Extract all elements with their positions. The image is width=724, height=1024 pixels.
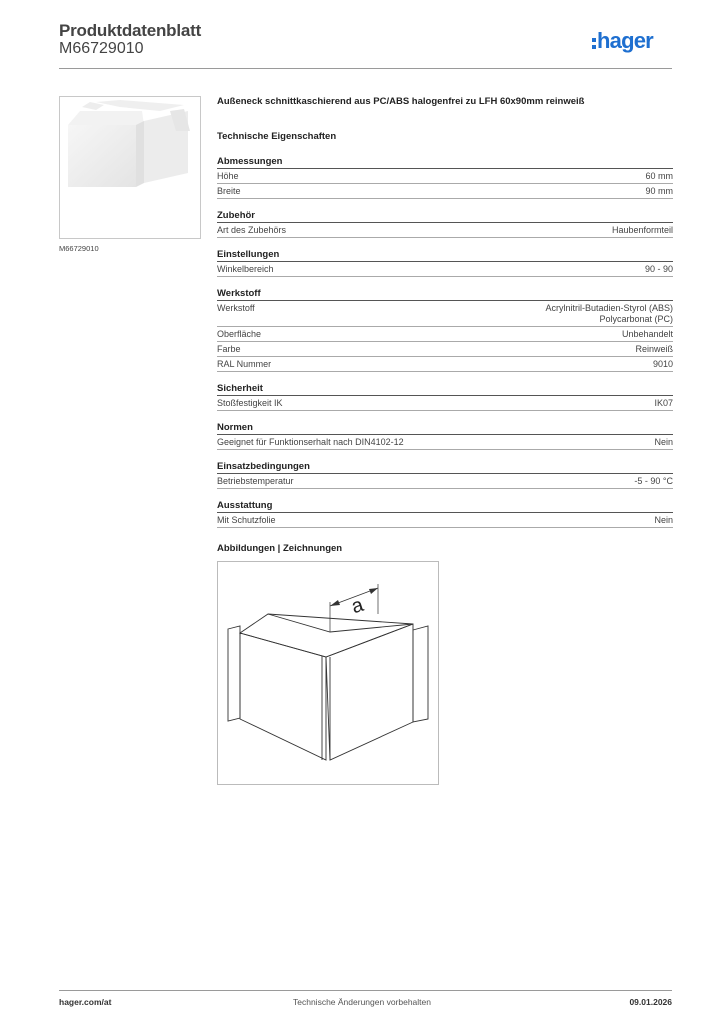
property-value: 90 mm bbox=[645, 186, 673, 196]
property-value: Reinweiß bbox=[635, 344, 673, 354]
product-title: Außeneck schnittkaschierend aus PC/ABS halogenfrei zu LFH 60x90mm reinweiß bbox=[217, 96, 585, 107]
property-row bbox=[217, 396, 673, 411]
section-heading: Abmessungen bbox=[217, 156, 673, 169]
hager-logo bbox=[592, 28, 653, 54]
property-label: Höhe bbox=[217, 171, 239, 181]
property-row bbox=[217, 474, 673, 489]
property-value: 90 - 90 bbox=[644, 264, 673, 274]
property-sections bbox=[217, 156, 673, 539]
page-title: Produktdatenblatt bbox=[59, 21, 202, 40]
footer-notice: Technische Änderungen vorbehalten bbox=[293, 997, 431, 1007]
footer-website: hager.com/at bbox=[59, 997, 112, 1007]
property-label: Breite bbox=[217, 186, 241, 196]
property-label: RAL Nummer bbox=[217, 359, 272, 369]
property-row bbox=[217, 262, 673, 277]
section-einstellungen bbox=[217, 249, 673, 277]
property-label: Geeignet für Funktionserhalt nach DIN4102-12 bbox=[217, 437, 404, 447]
product-thumbnail bbox=[59, 96, 201, 239]
property-label: Stoßfestigkeit IK bbox=[217, 398, 283, 408]
property-value: 9010 bbox=[652, 359, 673, 369]
section-einsatzbedingungen bbox=[217, 461, 673, 489]
property-row bbox=[217, 169, 673, 184]
section-heading: Werkstoff bbox=[217, 288, 673, 301]
footer-divider bbox=[59, 990, 672, 991]
property-row bbox=[217, 342, 673, 357]
corner-drawing bbox=[218, 562, 438, 784]
section-heading: Zubehör bbox=[217, 210, 673, 223]
logo-dots-icon bbox=[592, 38, 596, 49]
property-value: Nein bbox=[654, 515, 673, 525]
section-heading: Ausstattung bbox=[217, 500, 673, 513]
section-heading: Einstellungen bbox=[217, 249, 673, 262]
technical-drawing bbox=[217, 561, 439, 785]
header-divider bbox=[59, 68, 672, 69]
section-heading: Normen bbox=[217, 422, 673, 435]
properties-title: Technische Eigenschaften bbox=[217, 131, 337, 142]
property-label: Betriebstemperatur bbox=[217, 476, 294, 486]
property-value: Unbehandelt bbox=[621, 329, 673, 339]
property-value: Nein bbox=[654, 437, 673, 447]
property-row bbox=[217, 435, 673, 450]
property-row bbox=[217, 513, 673, 528]
property-row bbox=[217, 327, 673, 342]
property-value-line: Polycarbonat (PC) bbox=[599, 314, 673, 324]
section-zubehoer bbox=[217, 210, 673, 238]
property-label: Oberfläche bbox=[217, 329, 262, 339]
property-row bbox=[217, 223, 673, 238]
property-value: -5 - 90 °C bbox=[634, 476, 673, 486]
property-label: Mit Schutzfolie bbox=[217, 515, 276, 525]
section-abmessungen bbox=[217, 156, 673, 199]
property-label: Art des Zubehörs bbox=[217, 225, 287, 235]
footer-date: 09.01.2026 bbox=[629, 997, 672, 1007]
section-werkstoff bbox=[217, 288, 673, 372]
product-photo bbox=[60, 97, 200, 238]
property-value bbox=[545, 303, 673, 325]
property-label: Farbe bbox=[217, 344, 241, 354]
property-label: Winkelbereich bbox=[217, 264, 274, 274]
property-value: 60 mm bbox=[645, 171, 673, 181]
product-code: M66729010 bbox=[59, 40, 144, 57]
property-label: Werkstoff bbox=[217, 303, 255, 313]
logo-wordmark: hager bbox=[597, 28, 653, 53]
section-ausstattung bbox=[217, 500, 673, 528]
property-row bbox=[217, 357, 673, 372]
property-value: IK07 bbox=[654, 398, 673, 408]
section-sicherheit bbox=[217, 383, 673, 411]
property-row bbox=[217, 301, 673, 327]
property-value-line: Acrylnitril-Butadien-Styrol (ABS) bbox=[545, 303, 673, 313]
dimension-label: a bbox=[348, 593, 367, 619]
thumbnail-caption: M66729010 bbox=[59, 244, 99, 253]
section-heading: Sicherheit bbox=[217, 383, 673, 396]
section-normen bbox=[217, 422, 673, 450]
figures-title: Abbildungen | Zeichnungen bbox=[217, 543, 343, 554]
property-value: Haubenformteil bbox=[611, 225, 673, 235]
property-row bbox=[217, 184, 673, 199]
section-heading: Einsatzbedingungen bbox=[217, 461, 673, 474]
